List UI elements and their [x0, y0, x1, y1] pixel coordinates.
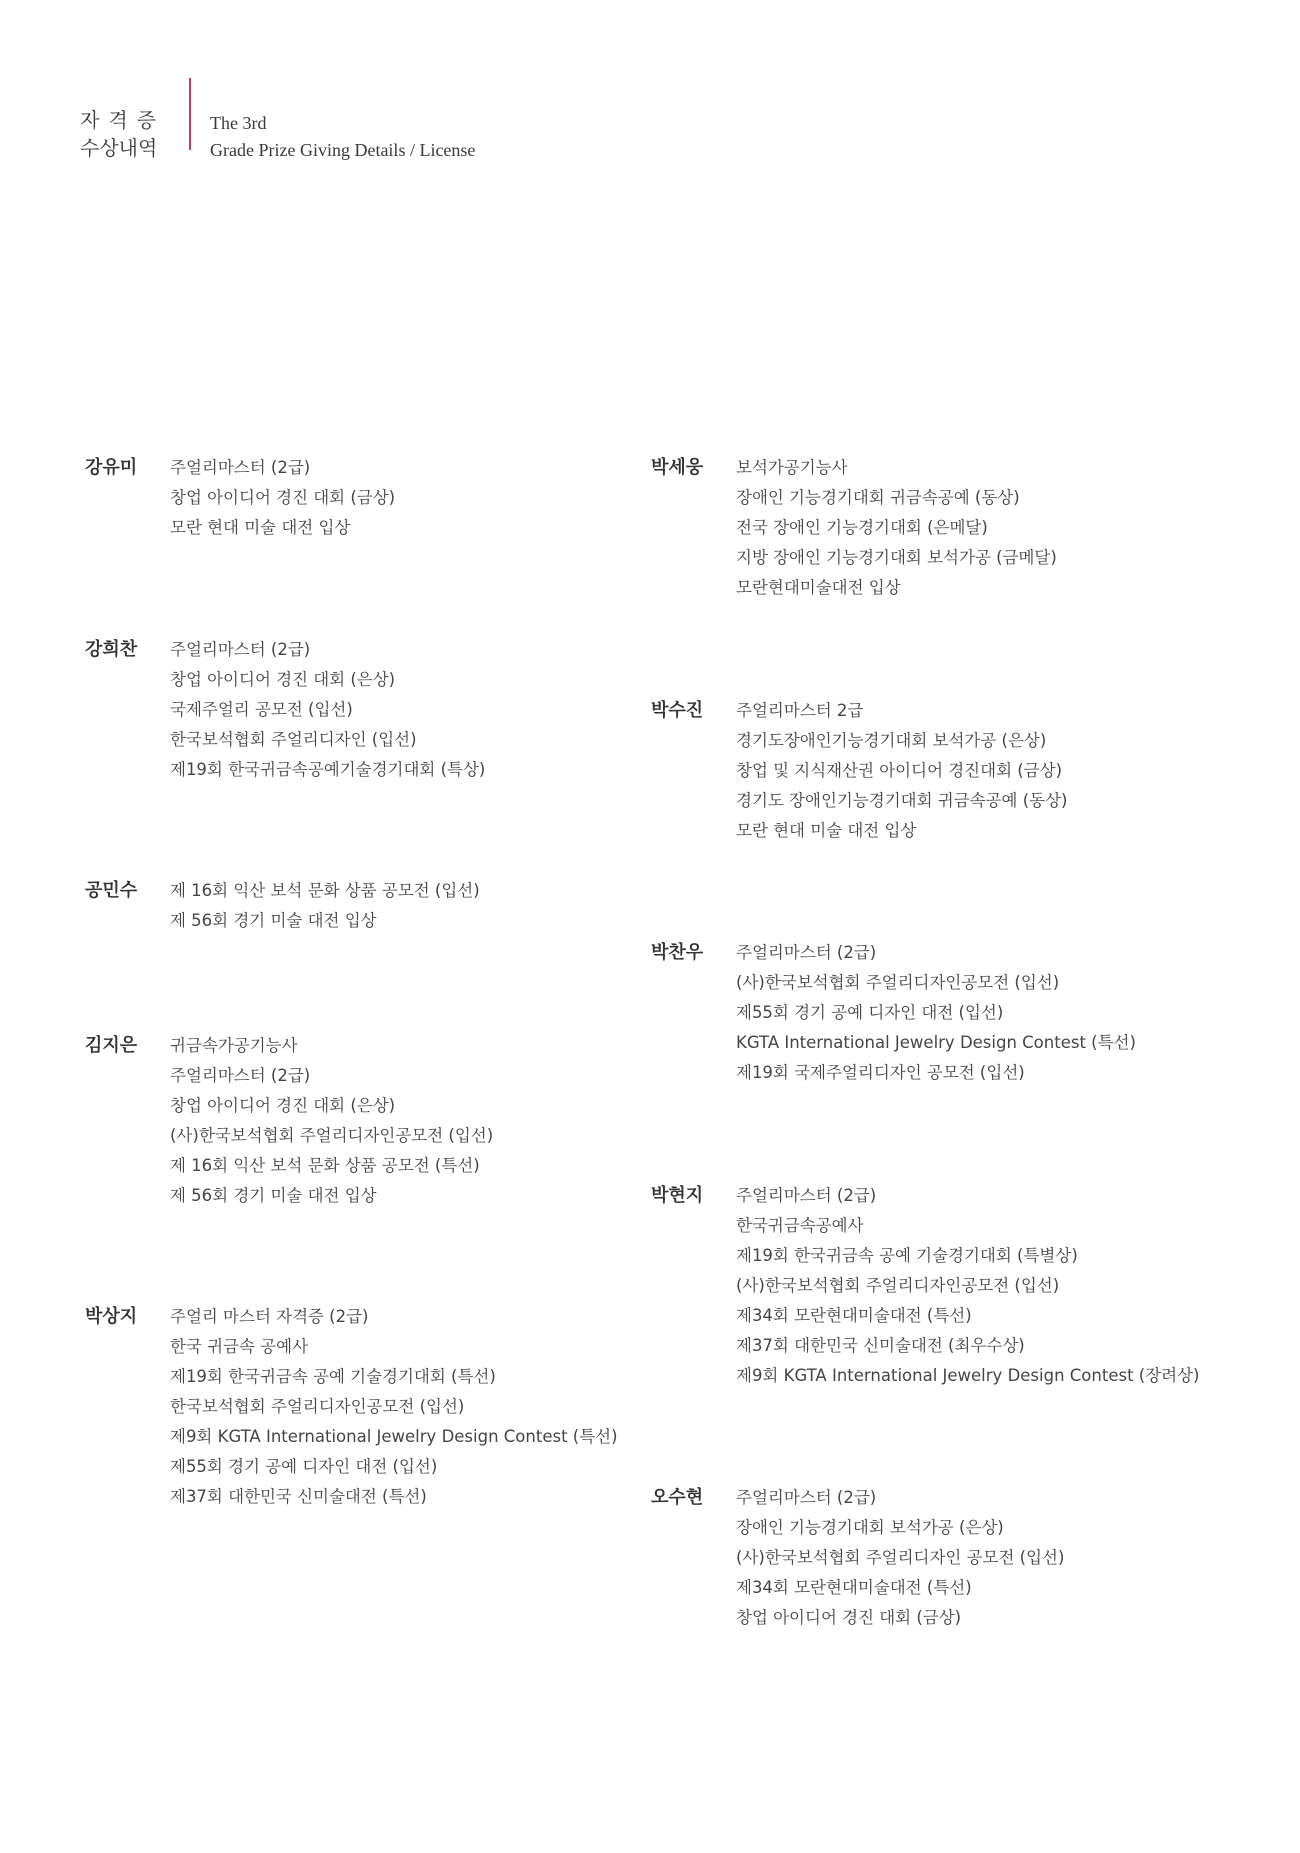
- award-item: 창업 아이디어 경진 대회 (은상): [170, 670, 396, 689]
- header-divider: [189, 78, 191, 150]
- award-item: (사)한국보석협회 주얼리디자인공모전 (입선): [736, 1276, 1060, 1295]
- award-item: 주얼리마스터 (2급): [736, 1488, 877, 1507]
- person-name: 오수현: [651, 1487, 704, 1508]
- award-item: 제37회 대한민국 신미술대전 (특선): [170, 1487, 427, 1506]
- person-name: 김지은: [85, 1035, 138, 1056]
- award-item: 창업 및 지식재산권 아이디어 경진대회 (금상): [736, 761, 1063, 780]
- person-name: 박현지: [651, 1185, 704, 1206]
- award-item: 창업 아이디어 경진 대회 (금상): [170, 488, 396, 507]
- award-item: 제34회 모란현대미술대전 (특선): [736, 1578, 972, 1597]
- header-title-english: [210, 110, 550, 164]
- award-item: KGTA International Jewelry Design Contest (특선): [736, 1033, 1136, 1052]
- award-item: 한국귀금속공예사: [736, 1216, 864, 1235]
- person-name: 공민수: [85, 880, 138, 901]
- award-item: 제 16회 익산 보석 문화 상품 공모전 (입선): [170, 881, 480, 900]
- award-item: 제34회 모란현대미술대전 (특선): [736, 1306, 972, 1325]
- person-name: 강유미: [85, 457, 138, 478]
- award-item: 제 56회 경기 미술 대전 입상: [170, 911, 377, 930]
- header-title-korean: [80, 106, 170, 162]
- award-item: 제37회 대한민국 신미술대전 (최우수상): [736, 1336, 1025, 1355]
- award-item: 지방 장애인 기능경기대회 보석가공 (금메달): [736, 548, 1057, 567]
- award-item: 창업 아이디어 경진 대회 (은상): [170, 1096, 396, 1115]
- award-item: 한국보석협회 주얼리디자인 (입선): [170, 730, 417, 749]
- award-item: 제19회 한국귀금속 공예 기술경기대회 (특선): [170, 1367, 496, 1386]
- award-item: 주얼리 마스터 자격증 (2급): [170, 1307, 369, 1326]
- award-item: 모란 현대 미술 대전 입상: [736, 821, 917, 840]
- award-item: 제55회 경기 공예 디자인 대전 (입선): [736, 1003, 1004, 1022]
- award-item: 장애인 기능경기대회 귀금속공예 (동상): [736, 488, 1020, 507]
- award-item: 전국 장애인 기능경기대회 (은메달): [736, 518, 988, 537]
- award-item: 모란현대미술대전 입상: [736, 578, 901, 597]
- award-item: (사)한국보석협회 주얼리디자인 공모전 (입선): [736, 1548, 1065, 1567]
- award-item: 제19회 국제주얼리디자인 공모전 (입선): [736, 1063, 1025, 1082]
- award-item: 경기도 장애인기능경기대회 귀금속공예 (동상): [736, 791, 1068, 810]
- award-item: 주얼리마스터 (2급): [170, 458, 311, 477]
- award-item: 보석가공기능사: [736, 458, 848, 477]
- award-list: [170, 635, 485, 785]
- person-name: 박상지: [85, 1306, 138, 1327]
- award-item: 제 56회 경기 미술 대전 입상: [170, 1186, 377, 1205]
- award-list: [736, 453, 1057, 603]
- award-item: 국제주얼리 공모전 (입선): [170, 700, 353, 719]
- award-list: [736, 1483, 1064, 1633]
- award-list: [736, 1181, 1199, 1391]
- award-list: [736, 696, 1067, 846]
- award-list: [736, 938, 1136, 1088]
- header-title-english-line2: Grade Prize Giving Details / License: [210, 140, 476, 160]
- award-list: [170, 453, 395, 543]
- award-item: (사)한국보석협회 주얼리디자인공모전 (입선): [170, 1126, 494, 1145]
- award-list: [170, 1302, 618, 1512]
- award-list: [170, 1031, 493, 1211]
- person-name: 강희찬: [85, 639, 138, 660]
- award-item: 제19회 한국귀금속 공예 기술경기대회 (특별상): [736, 1246, 1078, 1265]
- header-title-korean-line2: 수상내역: [80, 136, 158, 160]
- award-item: 창업 아이디어 경진 대회 (금상): [736, 1608, 962, 1627]
- award-item: 한국보석협회 주얼리디자인공모전 (입선): [170, 1397, 465, 1416]
- award-item: 제19회 한국귀금속공예기술경기대회 (특상): [170, 760, 486, 779]
- award-item: 한국 귀금속 공예사: [170, 1337, 309, 1356]
- award-item: 제55회 경기 공예 디자인 대전 (입선): [170, 1457, 438, 1476]
- award-item: 제 16회 익산 보석 문화 상품 공모전 (특선): [170, 1156, 480, 1175]
- person-name: 박세웅: [651, 457, 704, 478]
- award-item: 주얼리마스터 2급: [736, 701, 864, 720]
- award-item: 주얼리마스터 (2급): [170, 640, 311, 659]
- award-item: 주얼리마스터 (2급): [736, 943, 877, 962]
- award-item: 주얼리마스터 (2급): [736, 1186, 877, 1205]
- award-item: 주얼리마스터 (2급): [170, 1066, 311, 1085]
- person-name: 박수진: [651, 700, 704, 721]
- award-item: 장애인 기능경기대회 보석가공 (은상): [736, 1518, 1004, 1537]
- award-item: 제9회 KGTA International Jewelry Design Contest (특선): [170, 1427, 618, 1446]
- header-title-english-line1: The 3rd: [210, 113, 267, 133]
- award-item: 모란 현대 미술 대전 입상: [170, 518, 351, 537]
- header-title-korean-line1: 자격증: [80, 108, 165, 132]
- award-item: 귀금속가공기능사: [170, 1036, 298, 1055]
- award-list: [170, 876, 480, 936]
- person-name: 박찬우: [651, 942, 704, 963]
- award-item: (사)한국보석협회 주얼리디자인공모전 (입선): [736, 973, 1060, 992]
- award-item: 경기도장애인기능경기대회 보석가공 (은상): [736, 731, 1047, 750]
- award-item: 제9회 KGTA International Jewelry Design Contest (장려상): [736, 1366, 1200, 1385]
